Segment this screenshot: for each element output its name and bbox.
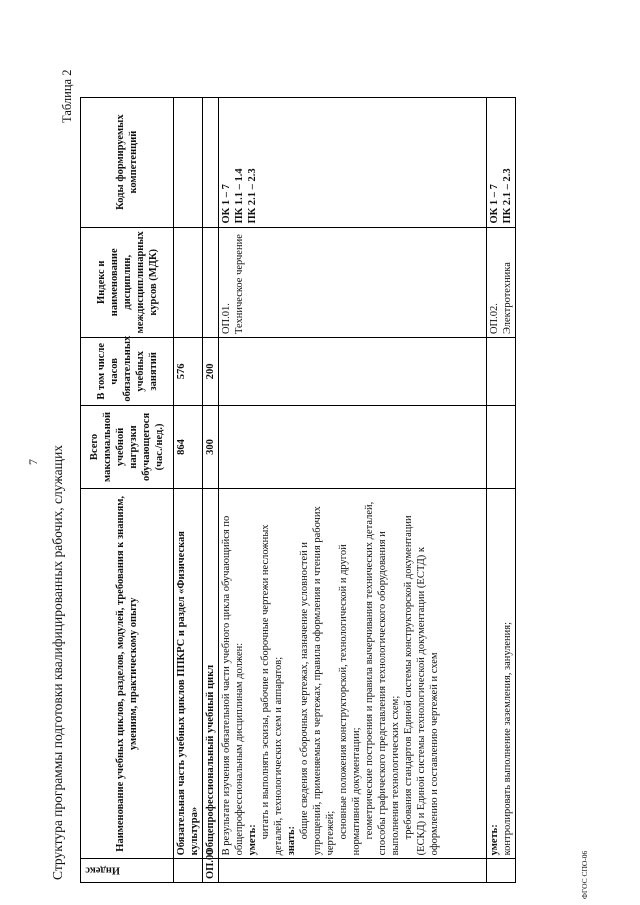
header-discipline: Индекс и наименование дисциплин, междисциплинарных курсов (МДК) — [81, 227, 174, 338]
op00-mandatory: 200 — [203, 338, 219, 406]
op01-znat-4: требования стандартов Единой системы конструкторской документации (ЕСКД) и Единой системы технологической документации (ЕСТД) к оформлению и составлению чертежей и схем — [403, 515, 440, 856]
header-max-load: Всего максимальной учебной нагрузки обучающегося (час./нед.) — [81, 405, 174, 489]
op02-discipline — [487, 227, 516, 338]
total-name: Обязательная часть учебных циклов ППКРС и раздел «Физическая культура» — [174, 489, 203, 859]
header-competences: Коды формируемых компетенций — [81, 97, 174, 227]
op01-znat-1: общие сведения о сборочных чертежах, назначение условностей и упрощений, применяемых в чертежах, правила оформления и чтения рабочих чертежей; — [299, 506, 336, 856]
op02-requirements — [487, 489, 516, 859]
header-name: Наименование учебных циклов, разделов, модулей, требования к знаниям, умениям, практическому опыту — [81, 489, 174, 859]
header-index: Индекс — [81, 859, 174, 883]
op01-comp-3: ПК 2.1 – 2.3 — [247, 168, 258, 224]
op02-comp-1: ОК 1 – 7 — [489, 184, 500, 224]
op01-comp-1: ОК 1 – 7 — [221, 184, 232, 224]
op01-znat-label: знать: — [286, 825, 297, 856]
op02-competences — [487, 97, 516, 227]
total-max-load: 864 — [174, 405, 203, 489]
cell-empty — [174, 227, 203, 338]
cell-empty — [203, 97, 219, 227]
cell-empty — [203, 227, 219, 338]
cell-empty — [487, 405, 516, 489]
op01-comp-2: ПК 1.1 – 1.4 — [234, 168, 245, 224]
op00-max-load: 300 — [203, 405, 219, 489]
table-label: Таблица 2 — [60, 69, 74, 123]
op02-comp-2: ПК 2.1 – 2.3 — [502, 168, 513, 224]
op01-umet-1: читать и выполнять эскизы, рабочие и сборочные чертежи несложных деталей, технологических схем и аппаратов; — [260, 524, 284, 856]
op01-intro: В результате изучения обязательной части учебного цикла обучающийся по общепрофессиональным дисциплинам должен: — [221, 515, 245, 856]
header-mandatory: В том числе часов обязательных учебных занятий — [81, 338, 174, 406]
op01-requirements — [219, 489, 487, 859]
op02-discipline-name: Электротехника — [502, 262, 513, 335]
page-number: 7 — [26, 459, 40, 465]
cell-empty — [487, 338, 516, 406]
cell-empty — [219, 405, 487, 489]
op01-competences — [219, 97, 487, 227]
table-header-row — [81, 14, 174, 883]
table-row-op00 — [203, 14, 219, 883]
op01-discipline-name: Техническое черчение — [234, 234, 245, 335]
footer-code: ФГОС СПО-06 — [580, 850, 589, 899]
cell-empty — [487, 859, 516, 883]
cell-empty — [174, 859, 203, 883]
table-row-op02 — [487, 14, 516, 883]
op01-discipline-code: ОП.01. — [221, 303, 232, 335]
page-title: Структура программы подготовки квалифицированных рабочих, служащих — [50, 444, 65, 880]
op00-name: Общепрофессиональный учебный цикл — [203, 489, 219, 859]
op01-discipline — [219, 227, 487, 338]
op02-umet-1: контролировать выполнение заземления, зануления; — [502, 621, 513, 856]
table-row-total — [174, 14, 203, 883]
table-row-op01 — [219, 14, 487, 883]
cell-empty — [219, 338, 487, 406]
cell-empty — [174, 97, 203, 227]
structure-table — [80, 13, 516, 883]
op02-discipline-code: ОП.02. — [489, 303, 500, 335]
op01-znat-3: геометрические построения и правила вычерчивания технических деталей, способы графического представления технологического оборудования и выполнения технологических схем; — [364, 501, 401, 856]
total-mandatory: 576 — [174, 338, 203, 406]
op02-umet-label: уметь: — [489, 824, 500, 856]
op01-znat-2: основные положения конструкторской, технологической и другой нормативной документации; — [338, 544, 362, 856]
cell-empty — [219, 859, 487, 883]
op01-umet-label: уметь: — [247, 824, 258, 856]
op00-index: ОП.00 — [203, 859, 219, 883]
